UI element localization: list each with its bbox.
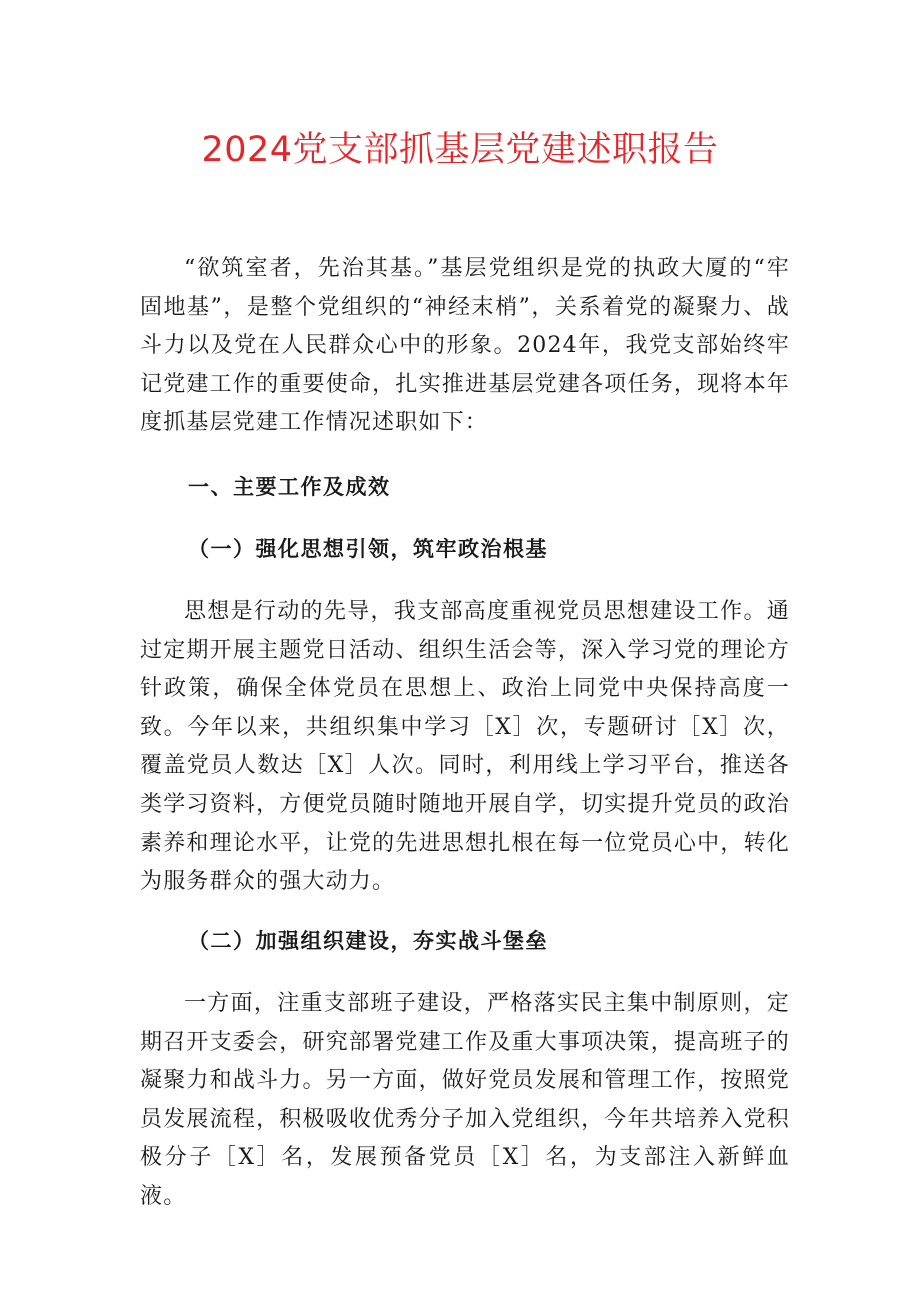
- intro-paragraph: “欲筑室者，先治其基。”基层党组织是党的执政大厦的“牢固地基”，是整个党组织的“神经末梢”，关系着党的凝聚力、战斗力以及党在人民群众心中的形象。2024年，我党支部始终牢记党建工作的重要使命，扎实推进基层党建各项任务，现将本年度抓基层党建工作情况述职如下：: [140, 256, 790, 436]
- section-heading-main-work: 一、主要工作及成效: [188, 475, 391, 499]
- subsection-heading-ideology: （一）强化思想引领，筑牢政治根基: [188, 537, 548, 561]
- subsection-heading-organization: （二）加强组织建设，夯实战斗堡垒: [188, 929, 548, 953]
- ideology-paragraph: 思想是行动的先导，我支部高度重视党员思想建设工作。通过定期开展主题党日活动、组织生活会等，深入学习党的理论方针政策，确保全体党员在思想上、政治上同党中央保持高度一致。今年以来，共组织集中学习［X］次，专题研讨［X］次，覆盖党员人数达［X］人次。同时，利用线上学习平台，推送各类学习资料，方便党员随时随地开展自学，切实提升党员的政治素养和理论水平，让党的先进思想扎根在每一位党员心中，转化为服务群众的强大动力。: [140, 599, 790, 895]
- document-title: 2024党支部抓基层党建述职报告: [201, 130, 719, 170]
- organization-paragraph: 一方面，注重支部班子建设，严格落实民主集中制原则，定期召开支委会，研究部署党建工作及重大事项决策，提高班子的凝聚力和战斗力。另一方面，做好党员发展和管理工作，按照党员发展流程，积极吸收优秀分子加入党组织，今年共培养入党积极分子［X］名，发展预备党员［X］名，为支部注入新鲜血液。: [140, 991, 790, 1209]
